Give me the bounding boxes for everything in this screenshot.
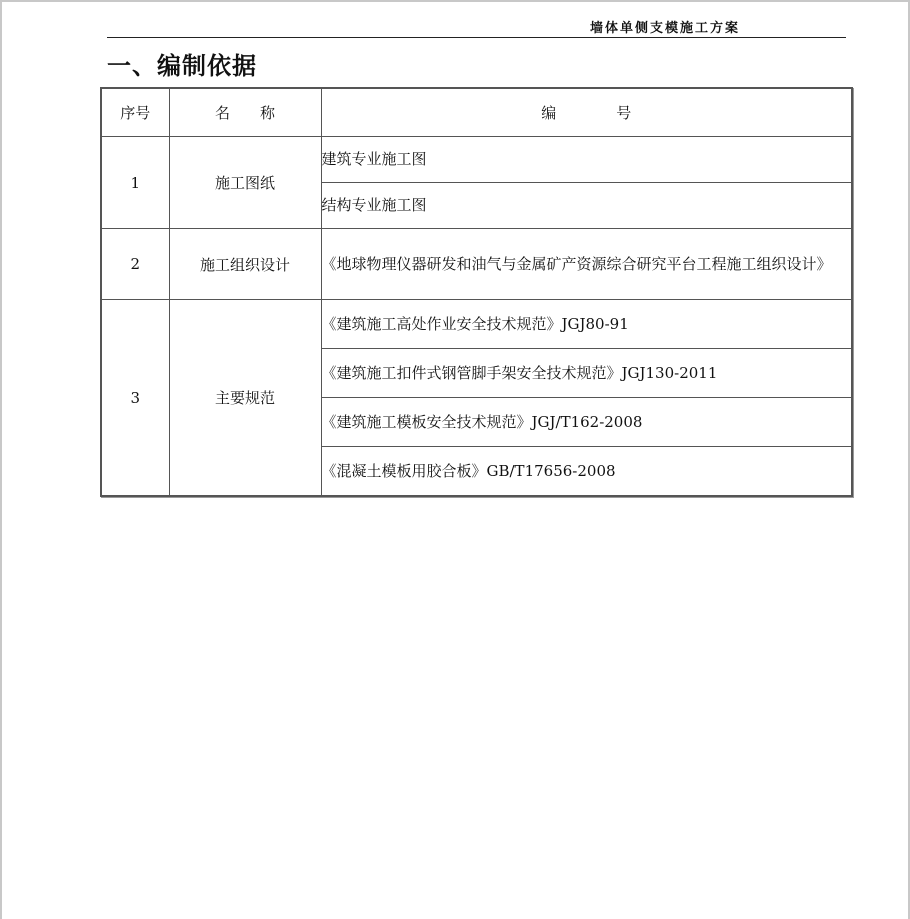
row-reference — [321, 229, 852, 300]
table-row — [101, 137, 852, 183]
column-header-ref: 编 号 — [321, 88, 852, 137]
running-header: 墙体单侧支模施工方案 — [590, 21, 741, 36]
row-reference: 建筑专业施工图 — [321, 137, 852, 183]
column-header-name: 名 称 — [169, 88, 321, 137]
header-rule — [107, 37, 846, 38]
row-number: 3 — [101, 300, 169, 497]
column-header-no: 序号 — [101, 88, 169, 137]
row-number: 2 — [101, 229, 169, 300]
row-name: 主要规范 — [169, 300, 321, 497]
row-name: 施工组织设计 — [169, 229, 321, 300]
section-heading: 一、编制依据 — [107, 52, 257, 80]
row-number: 1 — [101, 137, 169, 229]
row-reference: 《建筑施工模板安全技术规范》JGJ/T162-2008 — [321, 398, 852, 447]
row-reference: 《混凝土模板用胶合板》GB/T17656-2008 — [321, 447, 852, 497]
table-row — [101, 229, 852, 300]
table-row — [101, 300, 852, 349]
row-reference: 《建筑施工高处作业安全技术规范》JGJ80-91 — [321, 300, 852, 349]
row-reference: 《建筑施工扣件式钢管脚手架安全技术规范》JGJ130-2011 — [321, 349, 852, 398]
table-header-row — [101, 88, 852, 137]
row-reference-text: 《地球物理仪器研发和油气与金属矿产资源综合研究平台工程施工组织设计》 — [321, 254, 832, 273]
row-reference: 结构专业施工图 — [321, 183, 852, 229]
row-name: 施工图纸 — [169, 137, 321, 229]
page-border-top — [0, 0, 910, 2]
basis-table — [100, 87, 853, 497]
page-border-left — [0, 0, 2, 919]
